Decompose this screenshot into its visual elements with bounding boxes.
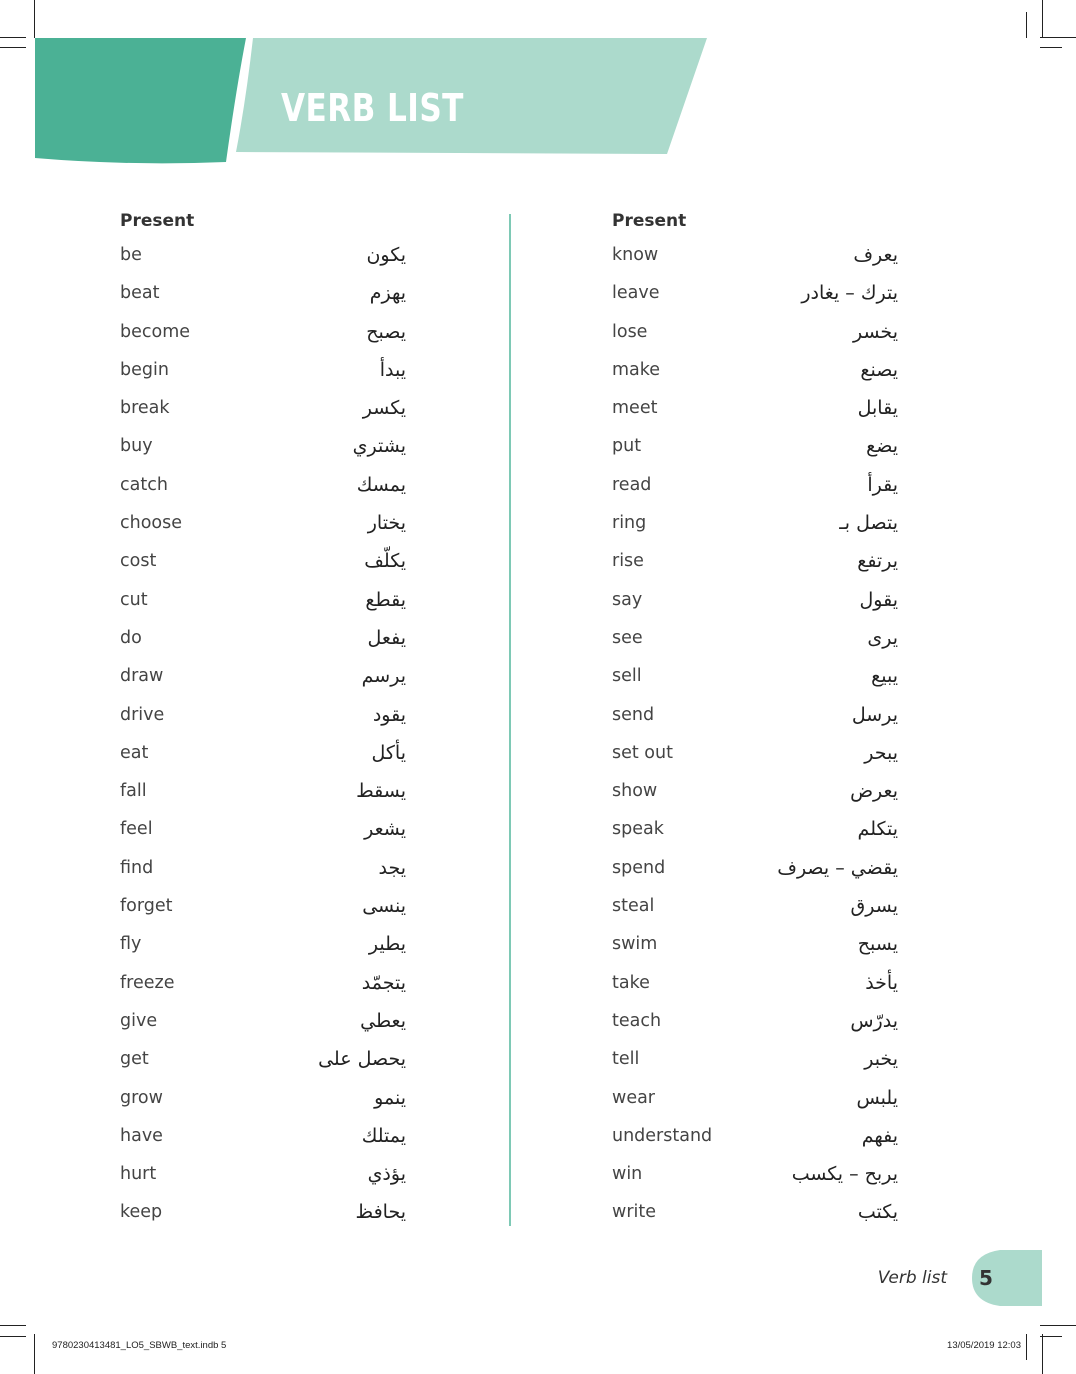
column-header: Present: [612, 211, 687, 231]
verb-row: [612, 542, 902, 580]
crop-mark: [1042, 1334, 1043, 1374]
verb-row: [612, 581, 902, 619]
verb-arabic: يمسك: [356, 473, 406, 496]
crop-mark: [34, 1334, 35, 1374]
verb-arabic: يسبح: [857, 933, 898, 956]
verb-row: [120, 1155, 410, 1193]
verb-english: find: [120, 857, 154, 878]
verb-row: [612, 313, 902, 351]
verb-english: forget: [120, 896, 173, 917]
verb-row: [612, 1117, 902, 1155]
verb-row: [612, 657, 902, 695]
page-title: VERB LIST: [281, 86, 464, 130]
verb-row: [612, 964, 902, 1002]
verb-english: fly: [120, 934, 142, 955]
verb-arabic: يمتلك: [361, 1124, 406, 1147]
verb-arabic: يقود: [372, 703, 406, 726]
verb-row: [612, 887, 902, 925]
verb-english: get: [120, 1049, 149, 1070]
verb-english: beat: [120, 283, 160, 304]
verb-arabic: يسرق: [850, 895, 898, 918]
verb-arabic: يضع: [866, 435, 898, 458]
verb-arabic: يكسر: [362, 397, 406, 420]
verb-arabic: يشعر: [364, 818, 406, 841]
verb-row: [120, 1079, 410, 1117]
verb-row: [120, 236, 410, 274]
verb-arabic: يخسر: [853, 320, 898, 343]
verb-arabic: يقطع: [365, 588, 406, 611]
verb-row: [120, 389, 410, 427]
verb-row: [120, 619, 410, 657]
verb-row: [120, 313, 410, 351]
verb-english: write: [612, 1202, 656, 1223]
verb-row: [120, 887, 410, 925]
verb-arabic: يأخذ: [865, 971, 898, 994]
verb-row: [120, 581, 410, 619]
verb-english: take: [612, 972, 650, 993]
page-number: 5: [979, 1266, 993, 1290]
crop-mark: [0, 1325, 26, 1326]
verb-row: [120, 849, 410, 887]
verb-list-right: [612, 236, 902, 1232]
verb-english: choose: [120, 513, 183, 534]
verb-english: be: [120, 245, 142, 265]
verb-row: [612, 504, 902, 542]
verb-english: give: [120, 1010, 158, 1031]
verb-arabic: يلبس: [856, 1086, 898, 1109]
verb-english: begin: [120, 359, 169, 380]
verb-row: [612, 734, 902, 772]
verb-english: meet: [612, 398, 658, 419]
verb-row: [120, 964, 410, 1002]
verb-row: [612, 1193, 902, 1231]
verb-english: know: [612, 245, 659, 265]
verb-english: have: [120, 1125, 163, 1146]
verb-arabic: يرسم: [361, 665, 406, 688]
verb-row: [612, 274, 902, 312]
verb-column-left: [120, 206, 410, 1232]
verb-column-right: [612, 206, 902, 1232]
verb-arabic: يصبح: [366, 320, 406, 343]
verb-english: become: [120, 321, 191, 342]
verb-english: hurt: [120, 1164, 157, 1185]
verb-arabic: يرى: [867, 626, 898, 649]
print-slug-date: 13/05/2019 12:03: [947, 1340, 1021, 1351]
column-header: Present: [120, 211, 195, 231]
verb-arabic: يرتفع: [857, 550, 898, 573]
verb-arabic: يكتب: [857, 1201, 898, 1224]
verb-arabic: يعرض: [850, 780, 898, 803]
verb-row: [612, 849, 902, 887]
verb-row: [612, 389, 902, 427]
verb-row: [612, 1040, 902, 1078]
verb-row: [612, 1155, 902, 1193]
verb-row: [120, 504, 410, 542]
verb-english: cut: [120, 589, 148, 610]
crop-mark: [1026, 1334, 1027, 1360]
verb-row: [120, 696, 410, 734]
verb-arabic: يأكل: [371, 741, 406, 764]
verb-english: fall: [120, 781, 147, 802]
verb-row: [120, 1040, 410, 1078]
verb-arabic: يتصل بـ: [839, 512, 898, 535]
verb-row: [120, 274, 410, 312]
verb-english: see: [612, 627, 643, 648]
verb-row: [120, 542, 410, 580]
verb-arabic: يبيع: [871, 665, 898, 688]
crop-mark: [0, 1336, 26, 1337]
verb-arabic: ينمو: [374, 1086, 406, 1109]
verb-arabic: يترك – يغادر: [801, 282, 898, 305]
verb-arabic: يصنع: [860, 358, 898, 381]
verb-english: catch: [120, 474, 168, 495]
verb-english: cost: [120, 551, 157, 572]
verb-arabic: يتكلم: [857, 818, 898, 841]
verb-english: show: [612, 781, 658, 802]
verb-arabic: يقول: [859, 588, 898, 611]
verb-arabic: يحافظ: [355, 1201, 406, 1224]
verb-english: read: [612, 474, 652, 495]
crop-mark: [1040, 1325, 1076, 1326]
verb-row: [612, 619, 902, 657]
verb-english: tell: [612, 1049, 640, 1070]
verb-row: [120, 657, 410, 695]
verb-row: [612, 696, 902, 734]
verb-row: [612, 1079, 902, 1117]
verb-english: drive: [120, 704, 165, 725]
verb-english: put: [612, 436, 642, 457]
verb-english: send: [612, 704, 655, 725]
verb-arabic: يدرّس: [850, 1009, 898, 1032]
verb-arabic: يهزم: [369, 282, 406, 305]
verb-english: lose: [612, 321, 648, 342]
verb-row: [120, 427, 410, 465]
verb-english: make: [612, 359, 661, 380]
verb-row: [120, 1193, 410, 1231]
verb-english: wear: [612, 1087, 655, 1108]
verb-arabic: يقابل: [857, 397, 898, 420]
verb-english: rise: [612, 551, 644, 572]
verb-row: [612, 427, 902, 465]
verb-arabic: يعطي: [360, 1009, 406, 1032]
verb-arabic: يتجمّد: [361, 971, 406, 994]
verb-arabic: يربح – يكسب: [791, 1163, 898, 1186]
verb-arabic: يطير: [368, 933, 406, 956]
verb-english: understand: [612, 1125, 713, 1146]
verb-row: [612, 1002, 902, 1040]
verb-english: draw: [120, 666, 164, 687]
verb-arabic: يختار: [367, 512, 406, 535]
verb-row: [612, 925, 902, 963]
verb-row: [612, 236, 902, 274]
verb-english: set out: [612, 742, 673, 763]
verb-row: [612, 810, 902, 848]
verb-row: [120, 351, 410, 389]
verb-english: steal: [612, 896, 655, 917]
verb-list-left: [120, 236, 410, 1232]
column-divider: [509, 214, 511, 1226]
verb-english: feel: [120, 819, 153, 840]
verb-arabic: يفعل: [367, 626, 406, 649]
verb-row: [120, 734, 410, 772]
verb-arabic: يخبر: [864, 1048, 898, 1071]
verb-arabic: يعرف: [853, 244, 898, 266]
verb-arabic: يقضي – يصرف: [777, 856, 898, 879]
verb-english: buy: [120, 436, 153, 457]
verb-arabic: يؤذي: [367, 1163, 406, 1186]
verb-english: say: [612, 589, 643, 610]
print-slug-file: 9780230413481_LO5_SBWB_text.indb 5: [52, 1340, 227, 1351]
verb-english: keep: [120, 1202, 163, 1223]
verb-english: ring: [612, 513, 647, 534]
verb-arabic: يرسل: [851, 703, 898, 726]
verb-row: [120, 1117, 410, 1155]
verb-english: spend: [612, 857, 666, 878]
verb-arabic: يشتري: [352, 435, 406, 458]
verb-arabic: يحصل على: [318, 1048, 406, 1071]
verb-arabic: يفهم: [861, 1124, 898, 1147]
verb-english: speak: [612, 819, 664, 840]
verb-english: break: [120, 398, 170, 419]
verb-arabic: يقرأ: [867, 473, 898, 496]
verb-english: win: [612, 1164, 643, 1185]
verb-english: sell: [612, 666, 642, 687]
banner-dark-tab: [35, 38, 246, 163]
verb-english: leave: [612, 283, 660, 304]
verb-arabic: يكلّف: [364, 550, 406, 573]
verb-english: teach: [612, 1010, 662, 1031]
verb-arabic: يسقط: [356, 780, 406, 803]
verb-row: [120, 925, 410, 963]
verb-row: [120, 810, 410, 848]
verb-english: freeze: [120, 972, 175, 993]
verb-english: do: [120, 627, 142, 648]
verb-row: [612, 772, 902, 810]
verb-arabic: يبدأ: [379, 358, 406, 381]
verb-row: [120, 1002, 410, 1040]
verb-row: [612, 466, 902, 504]
verb-english: eat: [120, 742, 149, 763]
section-label: Verb list: [877, 1268, 947, 1288]
verb-row: [612, 351, 902, 389]
verb-arabic: يكون: [366, 244, 406, 266]
verb-arabic: ينسى: [362, 895, 406, 918]
verb-english: swim: [612, 934, 658, 955]
verb-row: [120, 772, 410, 810]
verb-arabic: يجد: [378, 856, 406, 879]
crop-mark: [1040, 1336, 1062, 1337]
header-banner: [0, 0, 1076, 180]
verb-row: [120, 466, 410, 504]
verb-english: grow: [120, 1087, 163, 1108]
verb-arabic: يبحر: [864, 741, 898, 764]
